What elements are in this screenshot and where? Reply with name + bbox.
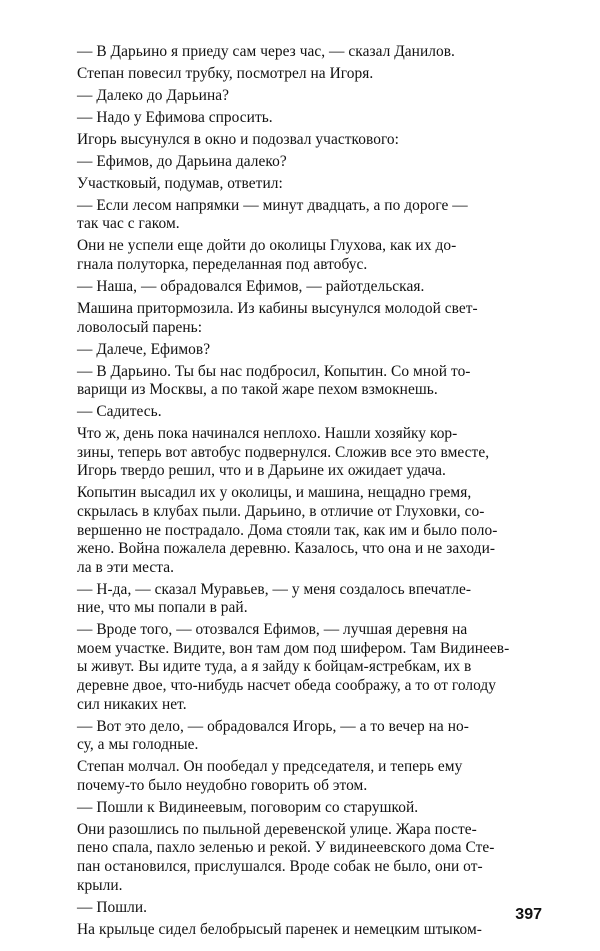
paragraph: Степан молчал. Он пообедал у председателя, и теперь ему почему-то было неудобно говорить об этом.	[77, 758, 463, 794]
paragraph: Машина притормозила. Из кабины высунулся молодой свет- ловолосый парень:	[77, 300, 478, 336]
paragraph: Что ж, день пока начинался неплохо. Нашли хозяйку кор- зины, теперь вот автобус подвернулся. Сложив все это вместе, Игорь твердо решил, что и в Дарьине их ожидает удача.	[77, 425, 490, 480]
paragraph: — Далеко до Дарьина?	[77, 86, 230, 104]
paragraph: Они не успели еще дойти до околицы Глухова, как их до- гнала полуторка, переделанная под автобус.	[77, 237, 457, 274]
paragraph: — Пошли к Видинеевым, поговорим со старушкой.	[77, 798, 419, 816]
paragraph: — В Дарьино я приеду сам через час, — сказал Данилов.	[77, 43, 455, 60]
paragraph: Участковый, подумав, ответил:	[77, 174, 283, 192]
paragraph: — Вот это дело, — обрадовался Игорь, — а то вечер на но- су, а мы голодные.	[77, 717, 469, 754]
page-text	[77, 43, 547, 943]
paragraph: — В Дарьино. Ты бы нас подбросил, Копытин. Со мной то- варищи из Москвы, а по такой жаре пехом взмокнешь.	[77, 362, 471, 399]
paragraph: — Надо у Ефимова спросить.	[77, 108, 273, 126]
paragraph: — Садитесь.	[77, 403, 162, 421]
paragraph: — Вроде того, — отозвался Ефимов, — лучшая деревня на моем участке. Видите, вон там дом под шифером. Там Видинеев- ы живут. Вы идите туда, а я зайду к бойцам-ястребкам, их в деревне двое, что-нибудь насчет обеда соображу, а то от голоду сил никаких нет.	[77, 621, 510, 713]
paragraph: — Наша, — обрадовался Ефимов, — райотдельская.	[77, 278, 425, 296]
paragraph: — Если лесом напрямки — минут двадцать, а по дороге — так час с гаком.	[77, 196, 468, 233]
paragraph: Они разошлись по пыльной деревенской улице. Жара посте- пено спала, пахло зеленью и рекой. У видинеевского дома Сте- пан остановился, прислушался. Вроде собак не было, они от- крыли.	[77, 820, 495, 894]
paragraph: На крыльце сидел белобрысый паренек и немецким штыком-	[77, 920, 482, 938]
paragraph: — Пошли.	[77, 898, 148, 916]
paragraph: Игорь высунулся в окно и подозвал участкового:	[77, 130, 399, 148]
paragraph: — Далече, Ефимов?	[77, 340, 211, 358]
paragraph: Копытин высадил их у околицы, и машина, нещадно гремя, скрылась в клубах пыли. Дарьино, в отличие от Глуховки, со- вершенно не пострадало. Дома стояли так, как им и было поло- жено. Война пожалела деревню. Казалось, что она и не заходи- ла в эти места.	[77, 484, 498, 576]
paragraph: Степан повесил трубку, посмотрел на Игоря.	[77, 64, 374, 82]
paragraph: — Ефимов, до Дарьина далеко?	[77, 152, 287, 170]
paragraph: — Н-да, — сказал Муравьев, — у меня создалось впечатле- ние, что мы попали в рай.	[77, 580, 472, 617]
page-number: 397	[515, 906, 542, 923]
